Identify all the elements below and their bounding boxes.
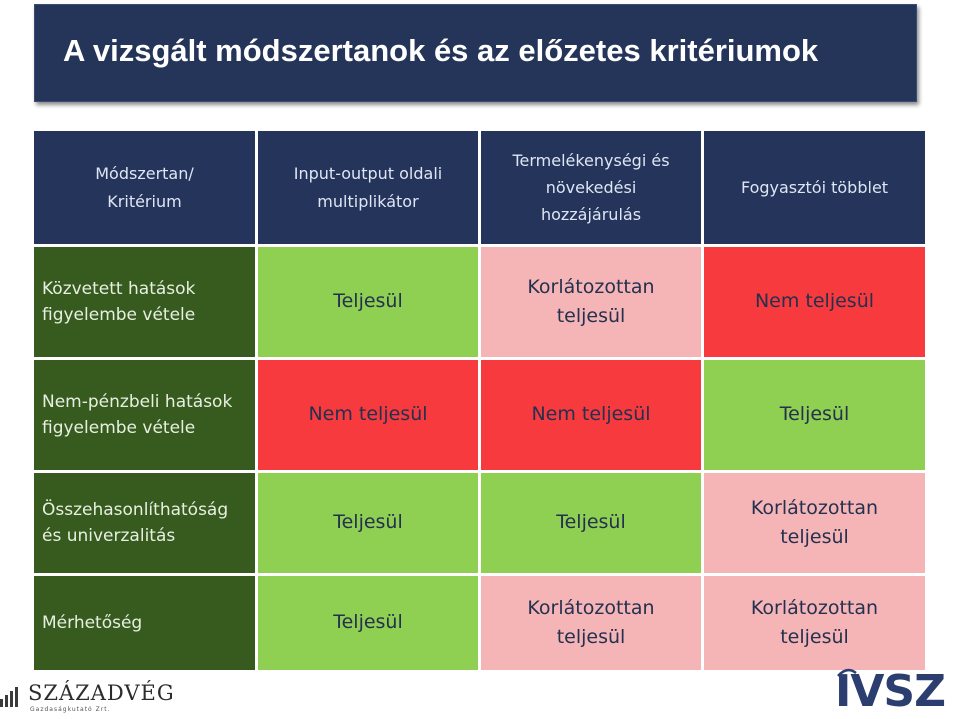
table-cell-status bbox=[258, 360, 478, 470]
column-header-productivity bbox=[481, 131, 701, 244]
row-header-non-monetary-effects bbox=[34, 360, 255, 470]
header-corner-cell bbox=[34, 131, 255, 244]
criteria-table bbox=[34, 131, 925, 670]
table-cell-status bbox=[481, 360, 701, 470]
table-cell-status bbox=[258, 576, 478, 670]
column-header-label: Fogyasztói többlet bbox=[740, 177, 889, 197]
ivsz-logo bbox=[835, 666, 960, 718]
slide-title-bar bbox=[34, 4, 917, 102]
ivsz-logo-text: IVSZ bbox=[835, 666, 946, 717]
status-text: Korlátozottan teljesül bbox=[750, 596, 879, 648]
status-text: Korlátozottan teljesül bbox=[750, 496, 879, 548]
column-header-label: Input-output oldali multiplikátor bbox=[293, 164, 443, 211]
status-text: Korlátozottan teljesül bbox=[527, 275, 655, 327]
row-header-comparability bbox=[34, 473, 255, 573]
column-header-input-output bbox=[258, 131, 478, 244]
status-text: Teljesül bbox=[779, 403, 850, 426]
row-header-measurability bbox=[34, 576, 255, 670]
column-header-label: Termelékenységi és növekedési hozzájárulás bbox=[512, 150, 670, 225]
status-text: Korlátozottan teljesül bbox=[527, 596, 655, 648]
szazadveg-logo-subtitle: Gazdaságkutató Zrt. bbox=[30, 706, 111, 713]
status-text: Teljesül bbox=[333, 290, 403, 313]
szazadveg-logo bbox=[0, 679, 175, 719]
table-cell-status bbox=[704, 576, 925, 670]
table-cell-status bbox=[704, 473, 925, 573]
table-cell-status bbox=[704, 360, 925, 470]
status-text: Nem teljesül bbox=[754, 290, 875, 313]
header-corner-label: Módszertan/ Kritérium bbox=[95, 164, 194, 211]
table-cell-status bbox=[258, 473, 478, 573]
row-header-label: Mérhetőség bbox=[42, 612, 143, 633]
ivsz-swoosh-icon bbox=[837, 668, 857, 678]
column-header-consumer-surplus bbox=[704, 131, 925, 244]
row-header-label: Közvetett hatások figyelembe vétele bbox=[42, 278, 196, 325]
table-cell-status bbox=[481, 576, 701, 670]
table-cell-status bbox=[258, 247, 478, 357]
table-cell-status bbox=[481, 473, 701, 573]
status-text: Teljesül bbox=[333, 611, 403, 634]
status-text: Nem teljesül bbox=[531, 403, 651, 426]
szazadveg-logo-text: SZÁZADVÉG bbox=[28, 681, 175, 705]
status-text: Teljesül bbox=[556, 511, 626, 534]
slide-title: A vizsgált módszertanok és az előzetes kritériumok bbox=[63, 33, 819, 68]
status-text: Nem teljesül bbox=[308, 403, 428, 426]
bar-chart-icon bbox=[0, 685, 24, 707]
table-cell-status bbox=[481, 247, 701, 357]
row-header-label: Összehasonlíthatóság és univerzalitás bbox=[42, 499, 229, 546]
table-cell-status bbox=[704, 247, 925, 357]
row-header-indirect-effects bbox=[34, 247, 255, 357]
status-text: Teljesül bbox=[333, 511, 403, 534]
row-header-label: Nem-pénzbeli hatások figyelembe vétele bbox=[42, 391, 233, 438]
